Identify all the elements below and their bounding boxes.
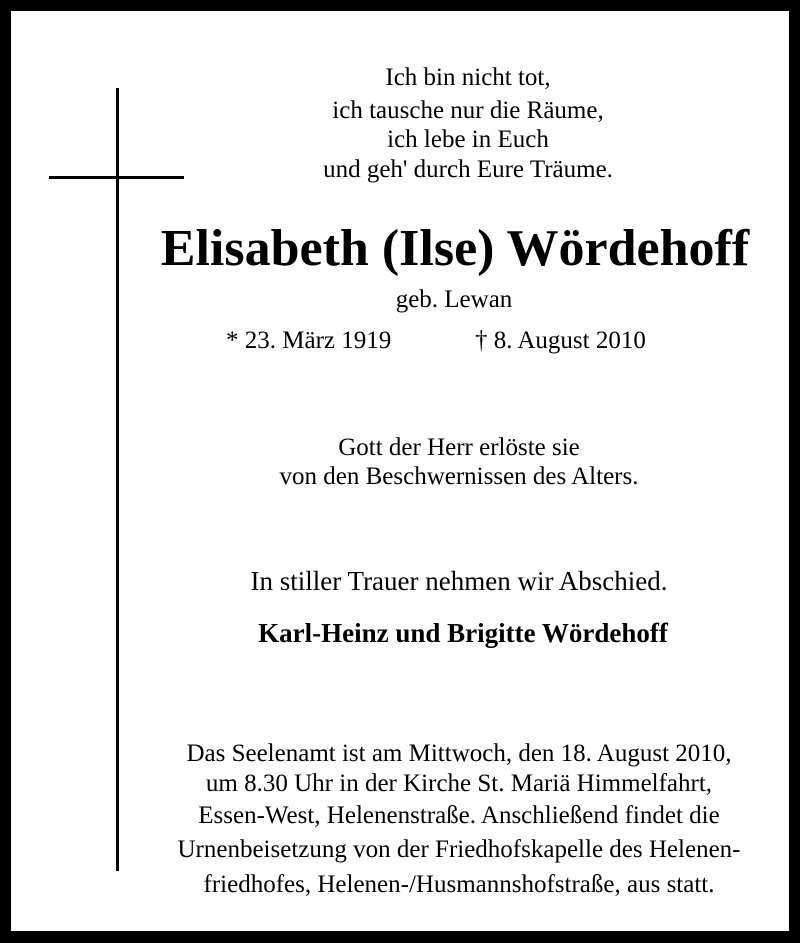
poem-line-2: ich tausche nur die Räume, xyxy=(332,97,604,124)
birth-date: * 23. März 1919 xyxy=(226,327,392,354)
family-names: Karl-Heinz und Brigitte Wördehoff xyxy=(258,618,668,648)
service-info-line-5: friedhofes, Helenen-/Husmannshofstraße, aus statt. xyxy=(203,871,715,898)
poem-line-4: und geh' durch Eure Träume. xyxy=(323,156,613,183)
service-info-line-4: Urnenbeisetzung von der Friedhofskapelle des Helenen- xyxy=(177,836,741,863)
verse-line-1: Gott der Herr erlöste sie xyxy=(338,434,580,461)
deceased-name: Elisabeth (Ilse) Wördehoff xyxy=(160,220,750,277)
service-info-line-1: Das Seelenamt ist am Mittwoch, den 18. August 2010, xyxy=(186,740,732,767)
service-info-line-2: um 8.30 Uhr in der Kirche St. Mariä Himmelfahrt, xyxy=(205,770,713,797)
farewell-text: In stiller Trauer nehmen wir Abschied. xyxy=(250,566,668,596)
poem-line-1: Ich bin nicht tot, xyxy=(385,64,551,91)
maiden-name: geb. Lewan xyxy=(395,286,513,313)
poem-line-3: ich lebe in Euch xyxy=(387,126,549,153)
service-info-line-3: Essen-West, Helenenstraße. Anschließend findet die xyxy=(198,802,720,829)
verse-line-2: von den Beschwernissen des Alters. xyxy=(279,463,639,490)
death-date: † 8. August 2010 xyxy=(475,327,646,354)
